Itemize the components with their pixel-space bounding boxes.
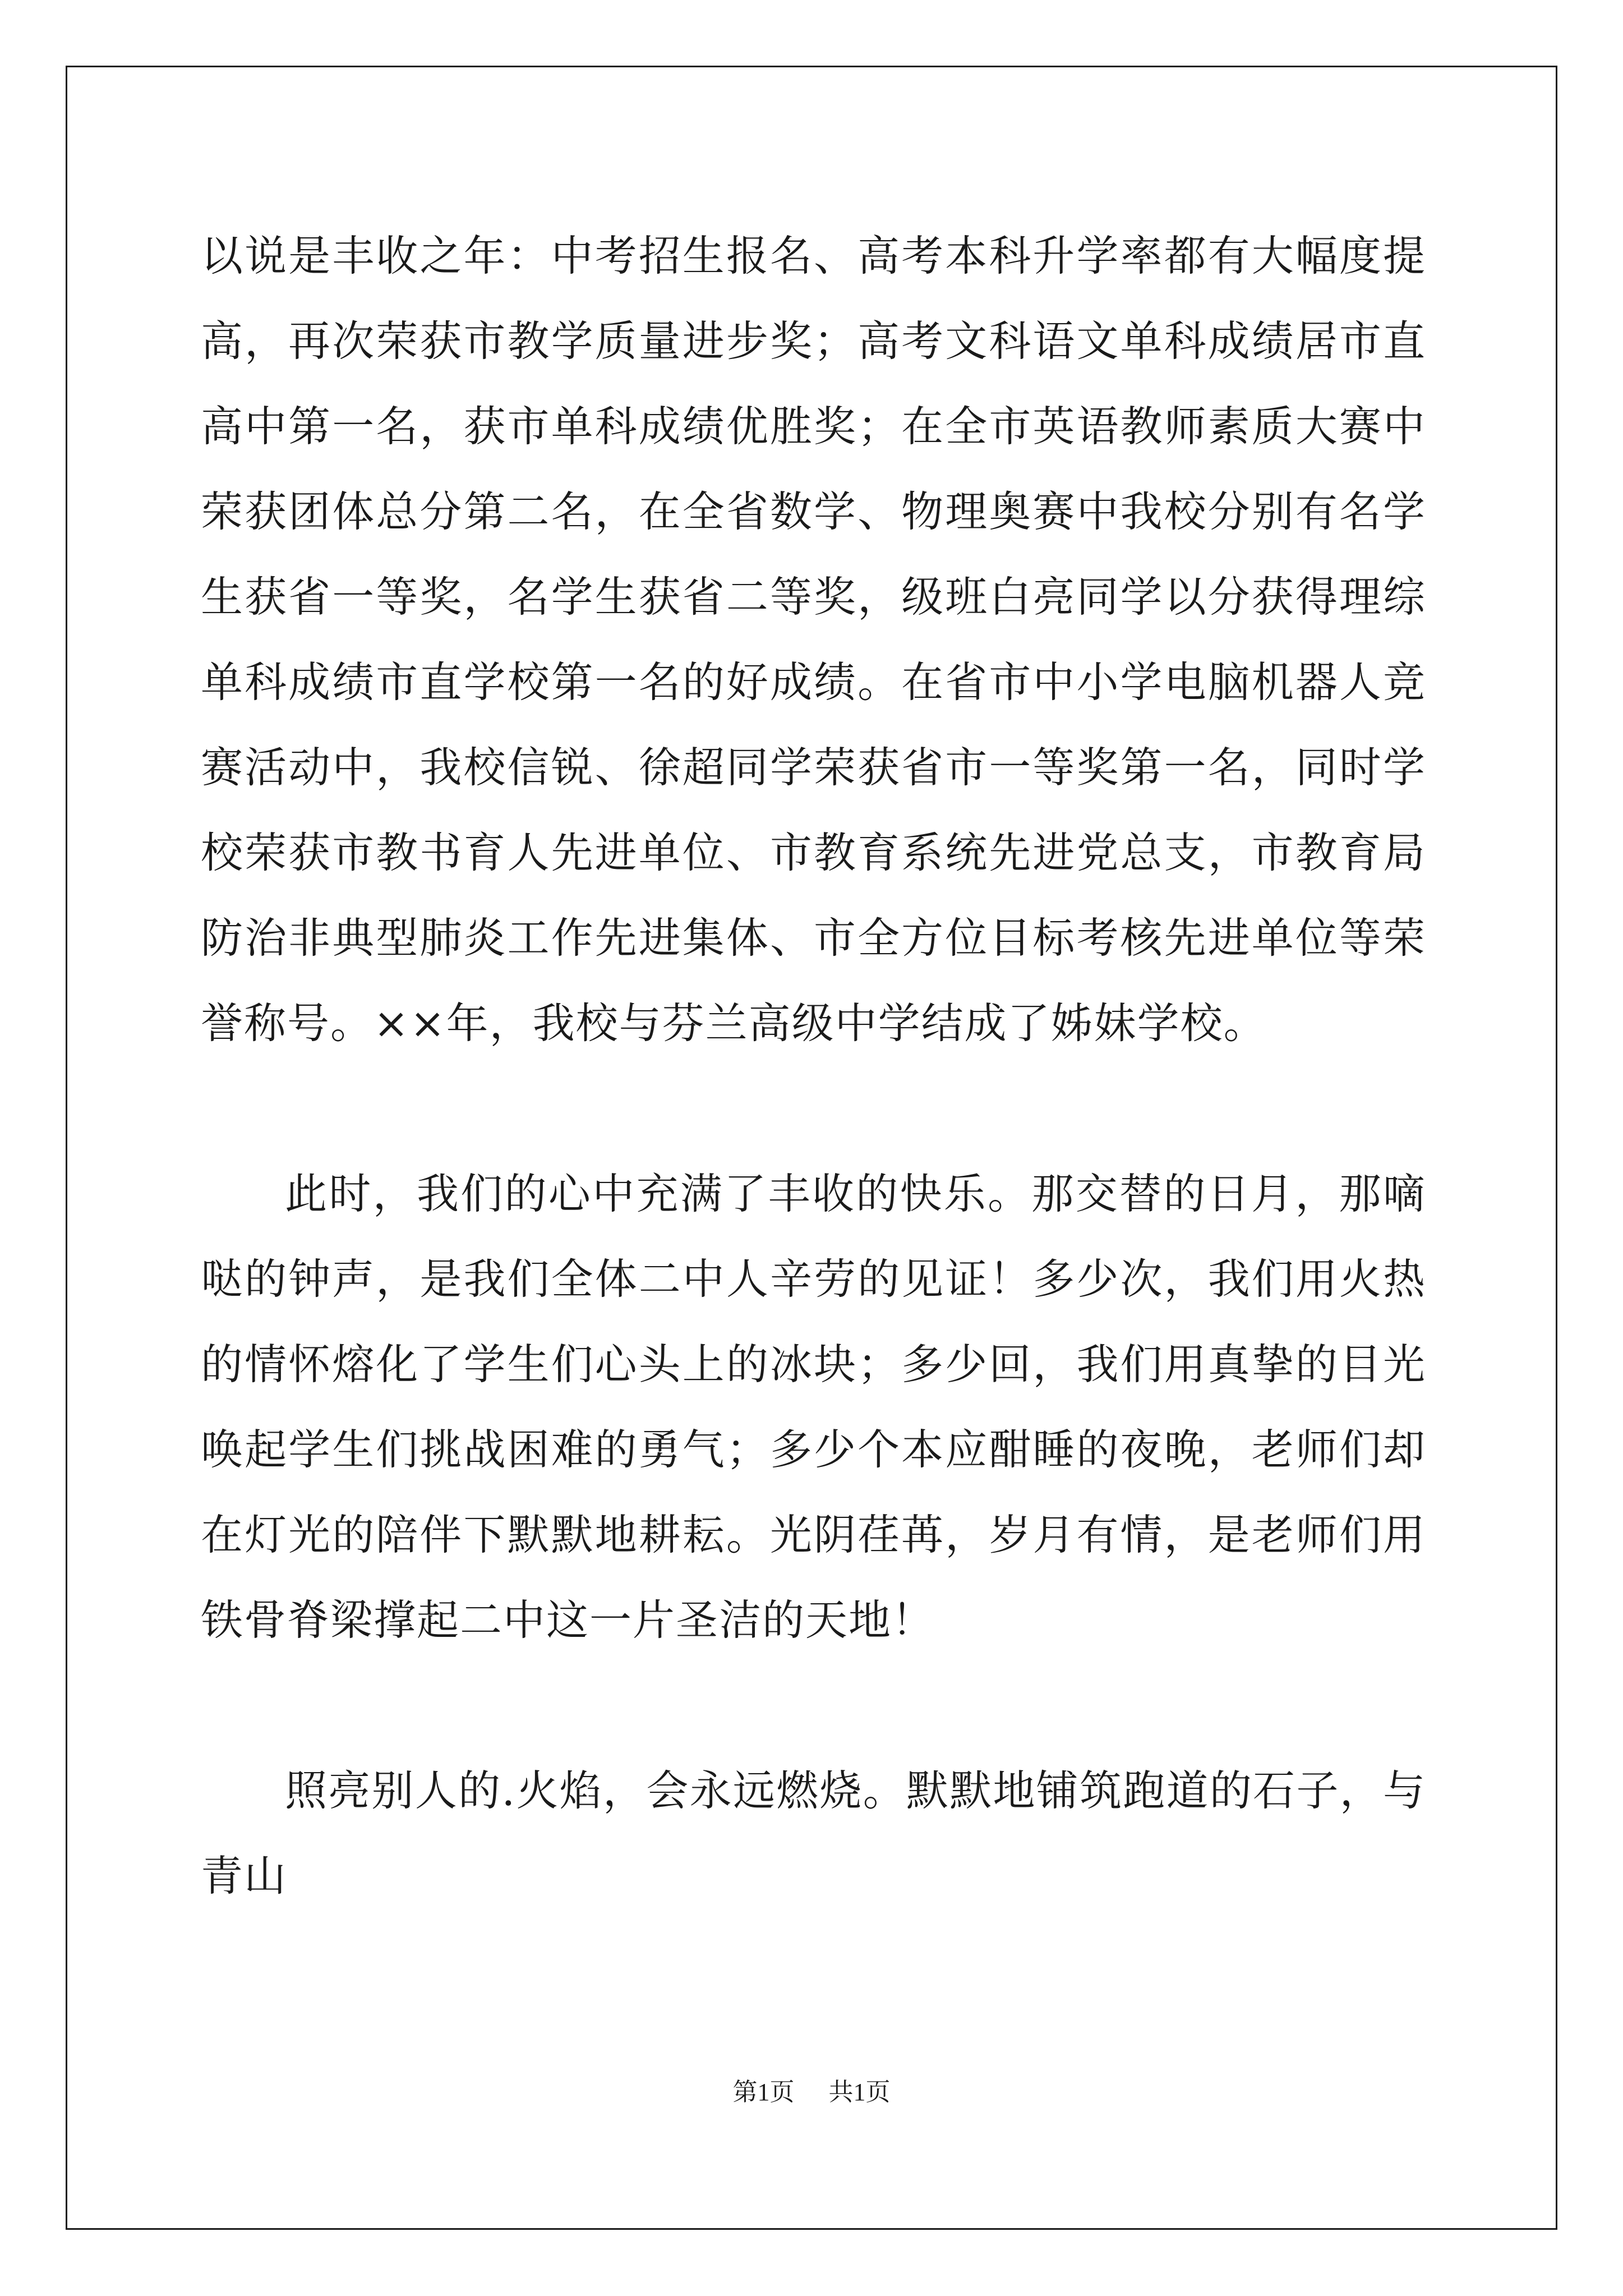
document-body [201,213,1426,1918]
paragraph-3: 照亮别人的.火焰，会永远燃烧。默默地铺筑跑道的石子，与青山 [201,1766,1426,1901]
page-number: 第1页 [732,2078,795,2106]
page-total: 共1页 [828,2078,891,2106]
paragraph-1: 以说是丰收之年：中考招生报名、高考本科升学率都有大幅度提高，再次荣获市教学质量进步奖；高考文科语文单科成绩居市直高中第一名，获市单科成绩优胜奖；在全市英语教师素质大赛中荣获团体总分第二名，在全省数学、物理奥赛中我校分别有名学生获省一等奖，名学生获省二等奖，级班白亮同学以分获得理综单科成绩市直学校第一名的好成绩。在省市中小学电脑机器人竞赛活动中，我校信锐、徐超同学荣获省市一等奖第一名，同时学校荣获市教书育人先进单位、市教育系统先进党总支，市教育局防治非典型肺炎工作先进集体、市全方位目标考核先进单位等荣誉称号。××年，我校与芬兰高级中学结成了姊妹学校。 [201,231,1426,1048]
paragraph-2: 此时，我们的心中充满了丰收的快乐。那交替的日月，那嘀哒的钟声，是我们全体二中人辛劳的见证！多少次，我们用火热的情怀熔化了学生们心头上的冰块；多少回，我们用真挚的目光唤起学生们挑战困难的勇气；多少个本应酣睡的夜晚，老师们却在灯光的陪伴下默默地耕耘。光阴荏苒，岁月有情，是老师们用铁骨脊梁撑起二中这一片圣洁的天地！ [201,1169,1426,1645]
page-footer [0,2076,1623,2109]
